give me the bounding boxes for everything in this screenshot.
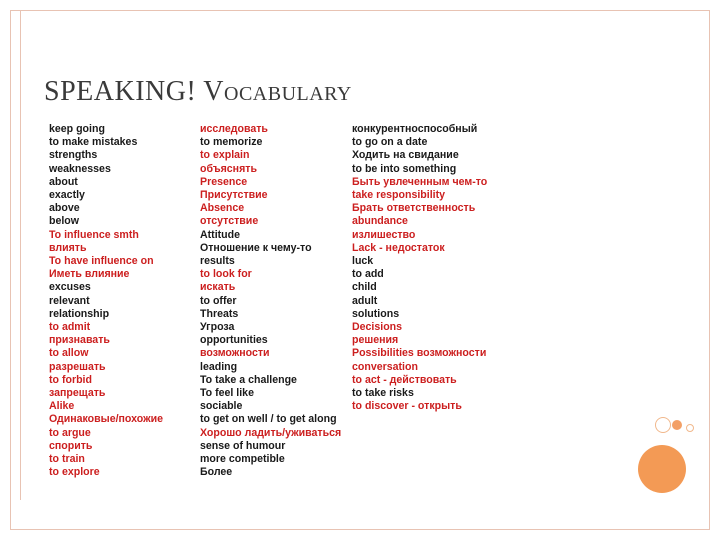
vocab-entry: разрешать	[49, 360, 106, 373]
vocab-entry: solutions	[352, 307, 400, 320]
vocab-entry: To have influence on	[49, 255, 154, 268]
vocab-entry: to train	[49, 453, 85, 466]
vocab-entry: Одинаковые/похожие	[49, 413, 164, 426]
vocab-entry: relationship	[49, 307, 110, 320]
vocab-entry: child	[352, 281, 377, 294]
decor-circle-outline-tiny	[686, 424, 694, 432]
vocab-entry: Presence	[200, 175, 248, 188]
vocab-entry: about	[49, 175, 78, 188]
vocab-entry: Быть увлеченным чем-то	[352, 175, 488, 188]
vocab-entry: to allow	[49, 347, 89, 360]
vocab-entry: to admit	[49, 321, 91, 334]
vocab-entry: take responsibility	[352, 189, 446, 202]
vocab-entry: weaknesses	[49, 162, 111, 175]
vocab-entry: спорить	[49, 439, 93, 452]
vocab-entry: Более	[200, 466, 233, 479]
vocab-entry: объяснять	[200, 162, 257, 175]
vocab-entry: To take a challenge	[200, 373, 297, 386]
vocab-entry: Threats	[200, 307, 239, 320]
vocab-entry: решения	[352, 334, 399, 347]
vocab-entry: Alike	[49, 400, 75, 413]
vocab-entry: Угроза	[200, 321, 235, 334]
vocab-entry: to forbid	[49, 373, 92, 386]
vocab-entry: Ходить на свидание	[352, 149, 459, 162]
vocab-entry: To feel like	[200, 387, 254, 400]
vocab-entry: Attitude	[200, 228, 241, 241]
vocab-entry: exactly	[49, 189, 85, 202]
vocab-entry: to take risks	[352, 387, 414, 400]
vocab-entry: искать	[200, 281, 236, 294]
vocab-entry: Possibilities возможности	[352, 347, 487, 360]
vocab-entry: strengths	[49, 149, 98, 162]
vocab-entry: below	[49, 215, 80, 228]
vocab-entry: возможности	[200, 347, 270, 360]
vocab-entry: to discover - открыть	[352, 400, 462, 413]
vocab-entry: Отношение к чему-то	[200, 241, 312, 254]
vocab-entry: To influence smth	[49, 228, 139, 241]
vocab-entry: to add	[352, 268, 384, 281]
vocab-entry: abundance	[352, 215, 408, 228]
decor-circle-filled-small	[672, 420, 682, 430]
title-main: SPEAKING! V	[44, 76, 224, 107]
vocab-entry: to go on a date	[352, 136, 428, 149]
vocab-entry: Absence	[200, 202, 245, 215]
vocab-entry: to offer	[200, 294, 237, 307]
vocab-entry: relevant	[49, 294, 90, 307]
vocab-entry: Брать ответственность	[352, 202, 476, 215]
slide-left-rule	[10, 10, 21, 500]
vocab-entry: Иметь влияние	[49, 268, 130, 281]
title-small-caps: OCABULARY	[224, 83, 352, 105]
vocab-entry: Lack - недостаток	[352, 241, 445, 254]
vocab-entry: conversation	[352, 360, 418, 373]
vocab-entry: more competible	[200, 453, 285, 466]
vocab-entry: Присутствие	[200, 189, 268, 202]
vocab-entry: Decisions	[352, 321, 403, 334]
vocab-entry: to argue	[49, 426, 91, 439]
vocab-entry: opportunities	[200, 334, 268, 347]
vocab-entry: признавать	[49, 334, 110, 347]
vocab-entry: sense of humour	[200, 439, 286, 452]
vocab-entry: sociable	[200, 400, 243, 413]
vocab-entry: to get on well / to get along	[200, 413, 337, 426]
decor-circle-large	[638, 445, 686, 493]
vocab-entry: above	[49, 202, 80, 215]
decor-circle-outline	[655, 417, 671, 433]
vocab-entry: запрещать	[49, 387, 106, 400]
vocab-column-2	[200, 123, 341, 479]
vocab-entry: Хорошо ладить/уживаться	[200, 426, 342, 439]
vocab-entry: влиять	[49, 241, 87, 254]
vocab-entry: to explore	[49, 466, 100, 479]
vocab-entry: конкурентноспособный	[352, 123, 478, 135]
vocab-entry: to explain	[200, 149, 250, 162]
vocab-entry: to act - действовать	[352, 373, 457, 386]
vocab-entry: to memorize	[200, 136, 263, 149]
vocab-entry: to be into something	[352, 162, 457, 175]
vocab-column-3	[352, 123, 487, 413]
vocab-entry: excuses	[49, 281, 91, 294]
vocab-entry: leading	[200, 360, 238, 373]
vocab-entry: отсутствие	[200, 215, 259, 228]
vocab-column-1	[49, 123, 163, 479]
vocab-entry: to look for	[200, 268, 252, 281]
vocab-entry: adult	[352, 294, 378, 307]
vocab-entry: to make mistakes	[49, 136, 138, 149]
vocab-entry: излишество	[352, 228, 416, 241]
slide-title	[44, 76, 352, 108]
vocab-entry: luck	[352, 255, 374, 268]
vocab-entry: keep going	[49, 123, 105, 135]
vocab-entry: results	[200, 255, 235, 268]
vocab-entry: исследовать	[200, 123, 268, 135]
